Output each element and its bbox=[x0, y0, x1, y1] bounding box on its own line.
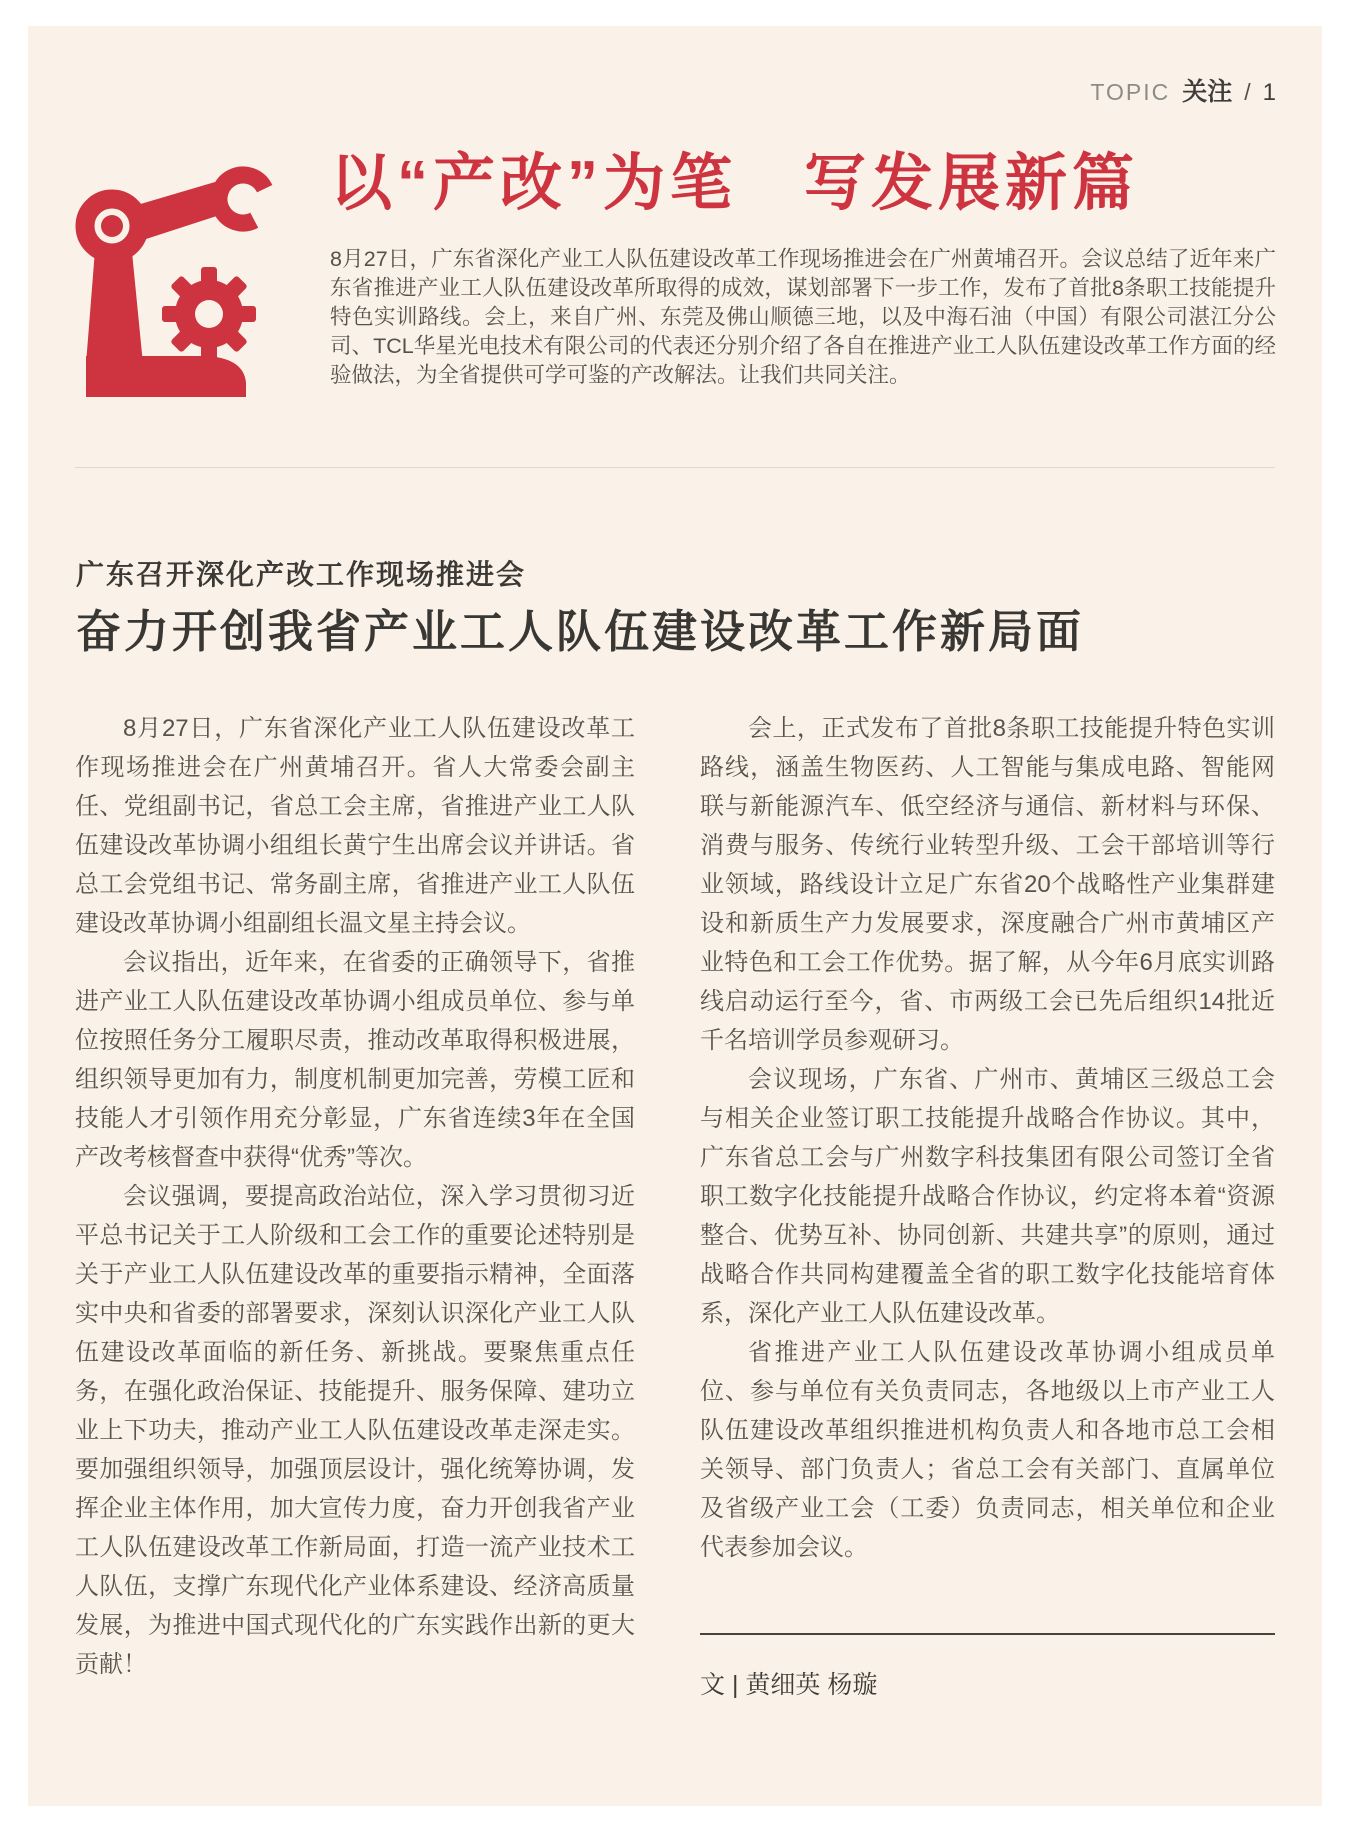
robot-base bbox=[86, 356, 246, 397]
robot-arm-gear-icon bbox=[75, 154, 290, 399]
section-divider bbox=[75, 467, 1275, 468]
page-header bbox=[1090, 72, 1276, 108]
article-body bbox=[75, 709, 1275, 1701]
topic-label: TOPIC bbox=[1090, 79, 1171, 105]
article-paragraph: 会议指出，近年来，在省委的正确领导下，省推进产业工人队伍建设改革协调小组成员单位、参与单位按照任务分工履职尽责，推动改革取得积极进展，组织领导更加有力，制度机制更加完善，劳模工匠和技能人才引领作用充分彰显，广东省连续3年在全国产改考核督查中获得“优秀”等次。 bbox=[75, 949, 635, 1171]
gear-icon bbox=[162, 267, 256, 361]
byline-text: 文 | 黄细英 杨璇 bbox=[700, 1671, 878, 1699]
left-column bbox=[75, 709, 635, 1701]
robot-leg bbox=[86, 250, 143, 364]
robot-joint-hub bbox=[101, 215, 123, 237]
hero-section bbox=[330, 148, 1276, 390]
article-paragraph: 会议强调，要提高政治站位，深入学习贯彻习近平总书记关于工人阶级和工会工作的重要论述特别是关于产业工人队伍建设改革的重要指示精神，全面落实中央和省委的部署要求，深刻认识深化产业工人队伍建设改革面临的新任务、新挑战。要聚焦重点任务，在强化政治保证、技能提升、服务保障、建功立业上下功夫，推动产业工人队伍建设改革走深走实。要加强组织领导，加强顶层设计，强化统筹协调，发挥企业主体作用，加大宣传力度，奋力开创我省产业工人队伍建设改革工作新局面，打造一流产业技术工人队伍，支撑广东现代化产业体系建设、经济高质量发展，为推进中国式现代化的广东实践作出新的更大贡献！ bbox=[75, 1183, 635, 1678]
right-column bbox=[700, 709, 1275, 1701]
article-paragraph: 会议现场，广东省、广州市、黄埔区三级总工会与相关企业签订职工技能提升战略合作协议。其中，广东省总工会与广州数字科技集团有限公司签订全省职工数字化技能提升战略合作协议，约定将本着“资源整合、优势互补、协同创新、共建共享”的原则，通过战略合作共同构建覆盖全省的职工数字化技能培育体系，深化产业工人队伍建设改革。 bbox=[700, 1066, 1275, 1327]
article-paragraph: 省推进产业工人队伍建设改革协调小组成员单位、参与单位有关负责同志，各地级以上市产业工人队伍建设改革组织推进机构负责人和各地市总工会相关领导、部门负责人；省总工会有关部门、直属单位及省级产业工会（工委）负责同志，相关单位和企业代表参加会议。 bbox=[700, 1339, 1275, 1561]
page-number: 1 bbox=[1262, 79, 1276, 106]
header-separator: / bbox=[1244, 79, 1251, 105]
article-paragraph: 会上，正式发布了首批8条职工技能提升特色实训路线，涵盖生物医药、人工智能与集成电路、智能网联与新能源汽车、低空经济与通信、新材料与环保、消费与服务、传统行业转型升级、工会干部培训等行业领域，路线设计立足广东省20个战略性产业集群建设和新质生产力发展要求，深度融合广州市黄埔区产业特色和工会工作优势。据了解，从今年6月底实训路线启动运行至今，省、市两级工会已先后组织14批近千名培训学员参观研习。 bbox=[700, 715, 1275, 1054]
byline-divider bbox=[700, 1633, 1275, 1635]
robot-gripper bbox=[211, 167, 276, 232]
article-paragraph: 8月27日，广东省深化产业工人队伍建设改革工作现场推进会在广州黄埔召开。省人大常委会副主任、党组副书记，省总工会主席，省推进产业工人队伍建设改革协调小组组长黄宁生出席会议并讲话。省总工会党组书记、常务副主席，省推进产业工人队伍建设改革协调小组副组长温文星主持会议。 bbox=[75, 715, 635, 937]
article-kicker: 广东召开深化产改工作现场推进会 bbox=[76, 559, 527, 590]
article-headline: 奋力开创我省产业工人队伍建设改革工作新局面 bbox=[76, 606, 1085, 657]
page-paper bbox=[28, 26, 1322, 1806]
topic-cn-label: 关注 bbox=[1182, 78, 1233, 106]
hero-title: 以“产改”为笔 写发展新篇 bbox=[330, 149, 1140, 218]
hero-intro: 8月27日，广东省深化产业工人队伍建设改革工作现场推进会在广州黄埔召开。会议总结了近年来广东省推进产业工人队伍建设改革所取得的成效，谋划部署下一步工作，发布了首批8条职工技能提升特色实训路线。会上，来自广州、东莞及佛山顺德三地，以及中海石油（中国）有限公司湛江分公司、TCL华星光电技术有限公司的代表还分别介绍了各自在推进产业工人队伍建设改革工作方面的经验做法，为全省提供可学可鉴的产改解法。让我们共同关注。 bbox=[330, 247, 1276, 388]
